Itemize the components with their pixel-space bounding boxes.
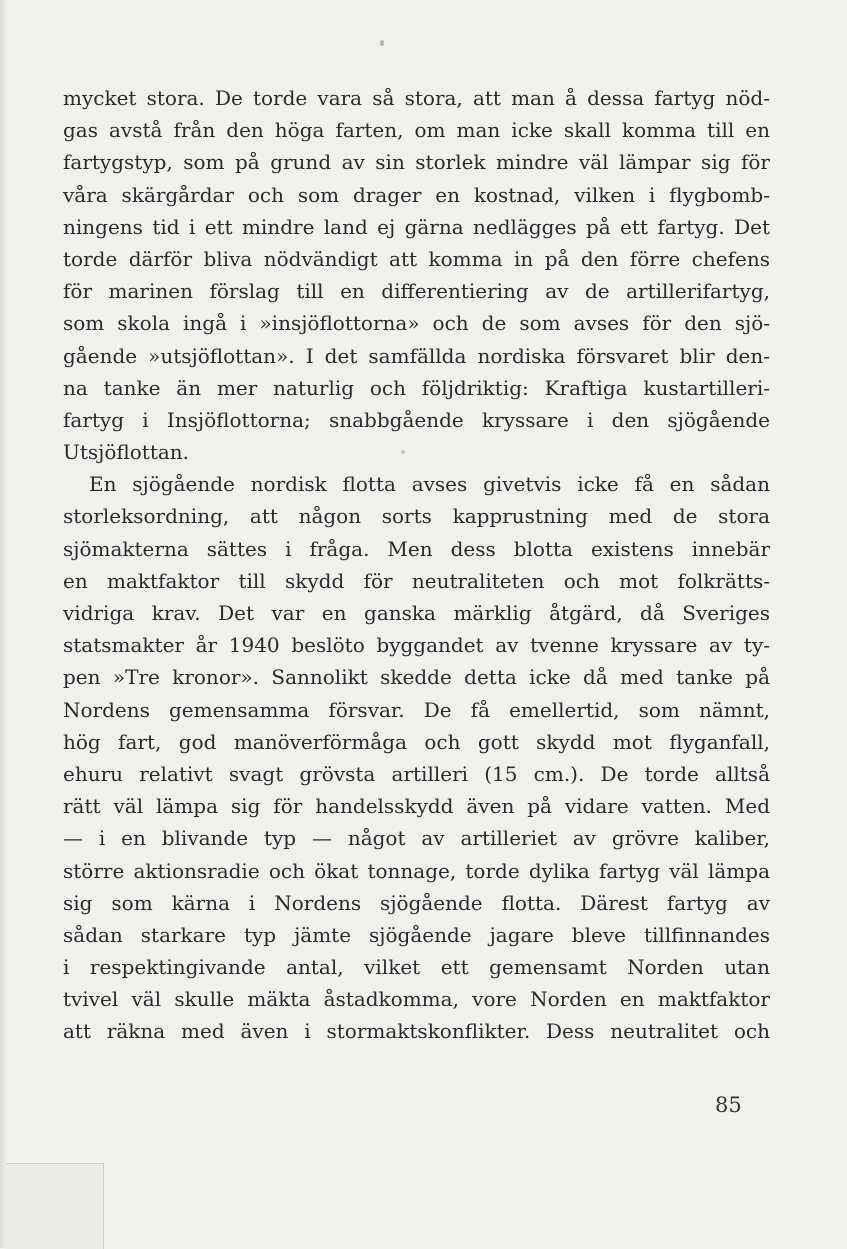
- text-line: gående »utsjöflottan». I det samfällda nordiska försvaret blir den-: [63, 343, 770, 368]
- text-line: för marinen förslag till en differentiering av de artillerifartyg,: [63, 279, 770, 304]
- text-line: storleksordning, att någon sorts kapprustning med de stora: [63, 504, 770, 529]
- text-line: rätt väl lämpa sig för handelsskydd även på vidare vatten. Med: [63, 794, 770, 819]
- text-line: fartygstyp, som på grund av sin storlek mindre väl lämpar sig för: [63, 150, 770, 175]
- text-line: pen »Tre kronor». Sannolikt skedde detta icke då med tanke på: [63, 665, 770, 690]
- text-line: tvivel väl skulle mäkta åstadkomma, vore Norden en maktfaktor: [63, 987, 770, 1012]
- text-line: Nordens gemensamma försvar. De få emellertid, som nämnt,: [63, 697, 770, 722]
- text-line: som skola ingå i »insjöflottorna» och de som avses för den sjö-: [63, 311, 770, 336]
- text-line: större aktionsradie och ökat tonnage, torde dylika fartyg väl lämpa: [63, 858, 770, 883]
- text-line: hög fart, god manöverförmåga och gott skydd mot flyganfall,: [63, 729, 770, 754]
- paper-speck: [380, 40, 384, 46]
- text-line: att räkna med även i stormaktskonflikter. Dess neutralitet och: [63, 1019, 770, 1044]
- text-line: En sjögående nordisk flotta avses givetvis icke få en sådan: [89, 472, 770, 497]
- text-line: i respektingivande antal, vilket ett gemensamt Norden utan: [63, 955, 770, 980]
- text-line: — i en blivande typ — något av artilleriet av grövre kaliber,: [63, 826, 770, 851]
- text-line: statsmakter år 1940 beslöto byggandet av tvenne kryssare av ty-: [63, 633, 770, 658]
- page-number: 85: [715, 1093, 742, 1117]
- body-text: [63, 82, 770, 1048]
- text-line: vidriga krav. Det var en ganska märklig åtgärd, då Sveriges: [63, 601, 770, 625]
- text-line: sjömakterna sättes i fråga. Men dess blotta existens innebär: [63, 536, 770, 561]
- page-corner-tab: [6, 1163, 104, 1249]
- text-line: en maktfaktor till skydd för neutraliteten och mot folkrätts-: [63, 568, 770, 593]
- text-line: fartyg i Insjöflottorna; snabbgående kryssare i den sjögående: [63, 407, 770, 432]
- paragraph-2: [63, 468, 770, 1047]
- paragraph-1: [63, 82, 770, 468]
- text-line: Utsjöflottan.: [63, 440, 190, 465]
- text-line: ehuru relativt svagt grövsta artilleri (15 cm.). De torde alltså: [63, 761, 770, 786]
- page-binding-edge: [0, 0, 6, 1248]
- text-line: na tanke än mer naturlig och följdriktig: Kraftiga kustartilleri-: [63, 375, 770, 400]
- text-line: sådan starkare typ jämte sjögående jagare bleve tillfinnandes: [63, 922, 770, 947]
- text-line: mycket stora. De torde vara så stora, att man å dessa fartyg nöd-: [63, 86, 770, 110]
- text-line: gas avstå från den höga farten, om man icke skall komma till en: [63, 118, 770, 143]
- text-line: ningens tid i ett mindre land ej gärna nedlägges på ett fartyg. Det: [63, 214, 770, 239]
- text-line: torde därför bliva nödvändigt att komma in på den förre chefens: [63, 246, 770, 271]
- text-line: våra skärgårdar och som drager en kostnad, vilken i flygbomb-: [63, 182, 770, 207]
- text-line: sig som kärna i Nordens sjögående flotta. Därest fartyg av: [63, 890, 770, 915]
